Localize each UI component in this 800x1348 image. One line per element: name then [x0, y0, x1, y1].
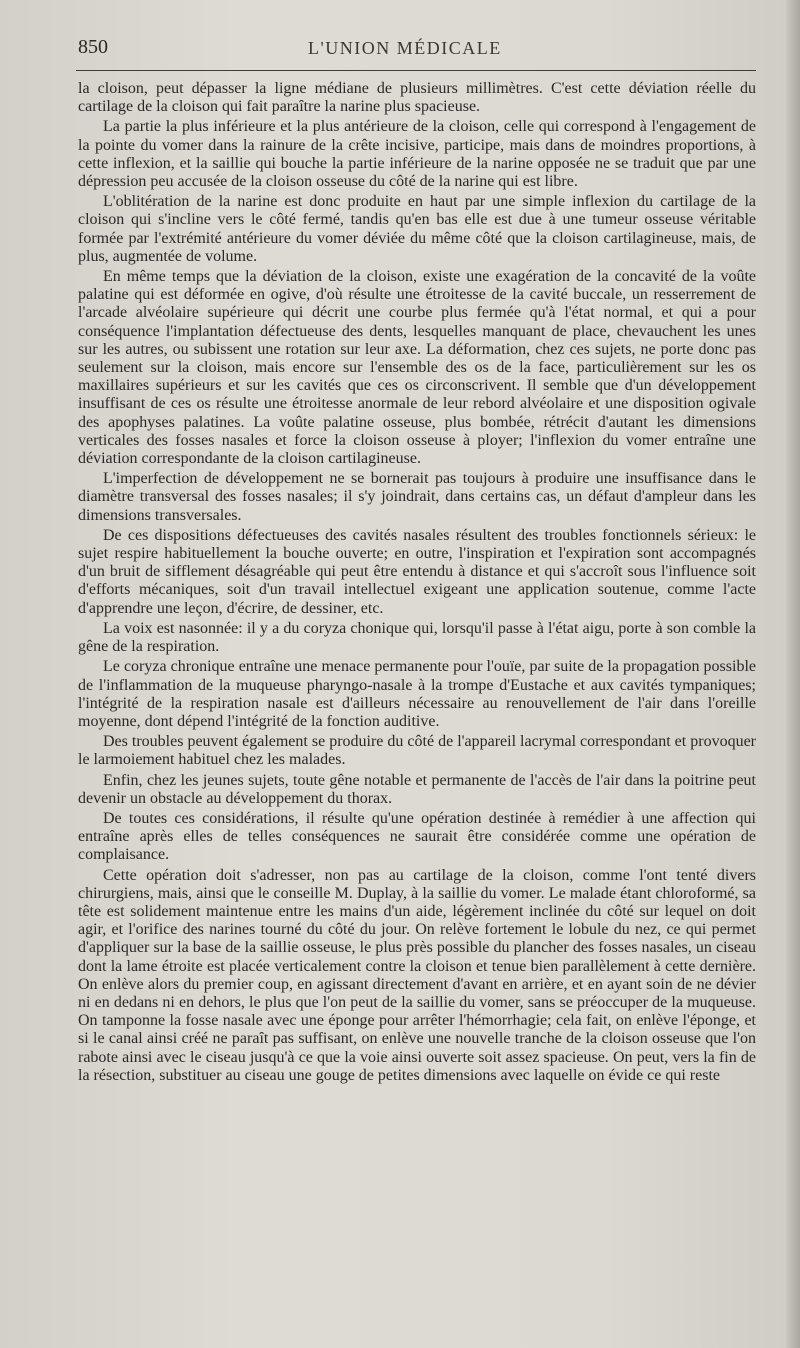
- paragraph: L'oblitération de la narine est donc produite en haut par une simple inflexion du cartilage de la cloison qui s'incline vers le côté fermé, tandis qu'en bas elle est due à une tumeur osseuse véritable formée par l'extrémité antérieure du vomer déviée du même côté que la cloison cartilagineuse, mais, de plus, augmentée de volume.: [78, 193, 756, 265]
- page-header: [78, 36, 754, 62]
- running-title: L'UNION MÉDICALE: [308, 38, 502, 58]
- paragraph: Le coryza chronique entraîne une menace permanente pour l'ouïe, par suite de la propagation possible de l'inflammation de la muqueuse pharyngo-nasale à la trompe d'Eustache et aux cavités tympaniques; l'intégrité de la respiration nasale est d'ailleurs nécessaire au renouvellement de l'air dans l'oreille moyenne, dont dépend l'intégrité de la fonction auditive.: [78, 658, 756, 730]
- paragraph: Enfin, chez les jeunes sujets, toute gêne notable et permanente de l'accès de l'air dans la poitrine peut devenir un obstacle au développement du thorax.: [78, 771, 756, 807]
- paragraph: En même temps que la déviation de la cloison, existe une exagération de la concavité de la voûte palatine qui est déformée en ogive, d'où résulte une étroitesse de la cavité buccale, un resserrement de l'arcade alvéolaire supérieure qui décrit une courbe plus fermée qu'à l'état normal, et qui a pour conséquence l'implantation défectueuse des dents, lesquelles manquant de place, chevauchent les unes sur les autres, ou subissent une rotation sur leur axe. La déformation, chez ces sujets, ne porte donc pas seulement sur la cloison, mais encore sur l'ensemble des os de la face, particulièrement sur les os maxillaires supérieurs et sur les cavités que ces os circonscrivent. Il semble que d'un développement insuffisant de ces os résulte une étroitesse anormale de leur rebord alvéolaire et une disposition ogivale des apophyses palatines. La voûte palatine osseuse, plus bombée, rétrécit d'autant les dimensions verticales des fosses nasales et force la cloison osseuse à ployer; l'inflexion du vomer entraîne une déviation correspondante de la cloison cartilagineuse.: [78, 268, 756, 468]
- paragraph: De toutes ces considérations, il résulte qu'une opération destinée à remédier à une affection qui entraîne après elles de telles conséquences ne saurait être considérée comme une opération de complaisance.: [78, 809, 756, 864]
- paragraph: L'imperfection de développement ne se bornerait pas toujours à produire une insuffisance dans le diamètre transversal des fosses nasales; il s'y joindrait, dans certains cas, un défaut d'ampleur dans les dimensions transversales.: [78, 470, 756, 524]
- page-number: 850: [78, 36, 108, 58]
- paragraph: La partie la plus inférieure et la plus antérieure de la cloison, celle qui correspond à l'engagement de la pointe du vomer dans la rainure de la crête incisive, participe, mais dans de moindres proportions, à cette inflexion, et la saillie qui bouche la partie inférieure de la narine opposée ne se traduit que par une dépression peu accusée de la cloison osseuse du côté de la narine qui est libre.: [78, 118, 756, 191]
- header-rule: [76, 70, 756, 71]
- paragraph: Cette opération doit s'adresser, non pas au cartilage de la cloison, comme l'ont tenté divers chirurgiens, mais, ainsi que le conseille M. Duplay, à la saillie du vomer. Le malade étant chloroformé, sa tête est solidement maintenue entre les mains d'un aide, légèrement inclinée du côté sur lequel on doit agir, et l'orifice des narines tourné du côté du jour. On relève fortement le lobule du nez, ce qui permet d'appliquer sur la base de la saillie osseuse, le plus près possible du plancher des fosses nasales, un ciseau dont la lame étroite est placée verticalement contre la cloison et tenue bien parallèlement à cette dernière. On enlève alors du premier coup, en agissant directement d'avant en arrière, et en ayant soin de ne dévier ni en dedans ni en dehors, le plus que l'on peut de la saillie du vomer, sans se préoccuper de la muqueuse. On tamponne la fosse nasale avec une éponge pour arrêter l'hémorrhagie; cela fait, on enlève l'éponge, et si le canal ainsi créé ne paraît pas suffisant, on enlève une nouvelle tranche de la cloison osseuse que l'on rabote ainsi avec le ciseau jusqu'à ce que la voie ainsi ouverte soit assez spacieuse. On peut, vers la fin de la résection, substituer au ciseau une gouge de petites dimensions avec laquelle on évide ce qui reste: [78, 866, 756, 1084]
- paragraph: De ces dispositions défectueuses des cavités nasales résultent des troubles fonctionnels sérieux: le sujet respire habituellement la bouche ouverte; en outre, l'inspiration et l'expiration sont accompagnés d'un bruit de sifflement désagréable qui peut être entendu à distance et qui s'accroît sous l'influence soit d'efforts mécaniques, soit d'un travail intellectuel exigeant une application soutenue, comme l'acte d'apprendre une leçon, d'écrire, de dessiner, etc.: [78, 526, 756, 617]
- paragraph: Des troubles peuvent également se produire du côté de l'appareil lacrymal correspondant et provoquer le larmoiement habituel chez les malades.: [78, 733, 756, 769]
- article-body: [78, 80, 756, 1087]
- paragraph: la cloison, peut dépasser la ligne médiane de plusieurs millimètres. C'est cette déviation réelle du cartilage de la cloison qui fait paraître la narine plus spacieuse.: [78, 80, 756, 116]
- page-edge-shadow: [786, 0, 800, 1348]
- paragraph: La voix est nasonnée: il y a du coryza chonique qui, lorsqu'il passe à l'état aigu, porte à son comble la gêne de la respiration.: [78, 619, 756, 656]
